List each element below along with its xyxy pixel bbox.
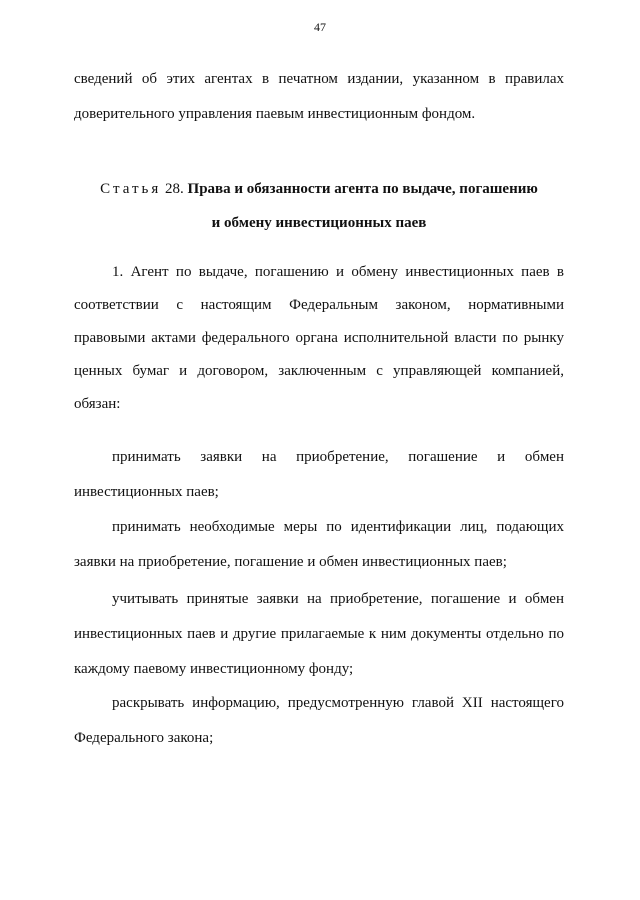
paragraph-duty-identification: принимать необходимые меры по идентификации лиц, подающих заявки на приобретение, погашение и обмен инвестиционных паев;	[74, 519, 564, 570]
article-heading-line-1	[74, 172, 564, 206]
article-title-part-1: Права и обязанности агента по выдаче, погашению	[187, 181, 538, 197]
paragraph-line: доверительного управления паевым инвестиционным фондом.	[74, 106, 476, 122]
article-heading	[74, 172, 564, 240]
article-title-part-2: и обмену инвестиционных паев	[211, 215, 427, 231]
article-label: Статья	[100, 181, 162, 197]
paragraph-line: сведений об этих агентах в печатном издании, указанном в правилах	[74, 71, 564, 87]
article-number: 28.	[165, 181, 184, 197]
paragraph-continuation	[74, 62, 564, 132]
paragraph-duty-accounting: учитывать принятые заявки на приобретение, погашение и обмен инвестиционных паев и другие прилагаемые к ним документы отдельно по каждому паевому инвестиционному фонду;	[74, 591, 564, 677]
paragraph-item-1: 1. Агент по выдаче, погашению и обмену инвестиционных паев в соответствии с настоящим Федеральным законом, нормативными правовыми актами федерального органа исполнительной власти по рынку ценных бумаг и договором, заключенным с управляющей компанией, обязан:	[74, 264, 564, 412]
paragraph-duty-accept-orders: принимать заявки на приобретение, погашение и обмен инвестиционных паев;	[74, 449, 564, 500]
paragraph-duty-disclosure: раскрывать информацию, предусмотренную главой XII настоящего Федерального закона;	[74, 695, 564, 746]
page-number: 47	[314, 20, 326, 34]
